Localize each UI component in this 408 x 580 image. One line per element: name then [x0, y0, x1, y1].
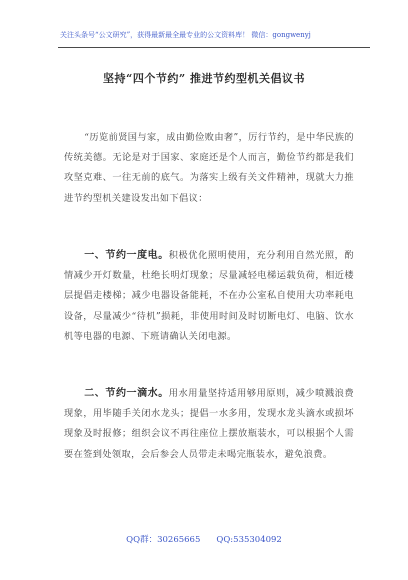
- section-2-paragraph: [64, 384, 354, 465]
- footer-contact: [0, 533, 408, 545]
- section-2-body: 用水用量坚持适用够用原则，减少喷溅浪费现象，用毕随手关闭水龙头；提倡一水多用，发现水龙头滴水或损坏现象及时报修；组织会议不再往座位上摆放瓶装水，可以根据个人需要在签到处领取，会后参会人员带走未喝完瓶装水，避免浪费。: [64, 388, 354, 460]
- footer-qq-group: QQ群：30265665: [126, 535, 201, 545]
- header-promo-text: 关注头条号“公文研究”，获得最新最全最专业的公文资料库！ 微信：gongwenyj: [60, 31, 311, 39]
- header-divider: [58, 47, 370, 48]
- document-title: 坚持“四个节约” 推进节约型机关倡议书: [103, 72, 305, 85]
- section-1-paragraph: [64, 246, 354, 347]
- section-1-heading: 一、节约一度电。: [84, 250, 169, 261]
- intro-paragraph: “历览前贤国与家，成由勤俭败由奢”，厉行节约，是中华民族的传统美德。无论是对于国家、家庭还是个人而言，勤俭节约都是我们攻坚克难、一往无前的底气。为落实上级有关文件精神，现就大力推进节约型机关建设发出如下倡议：: [64, 132, 354, 204]
- footer-qq: QQ:535304092: [216, 535, 282, 545]
- section-1-body: 积极优化照明使用，充分利用自然光照，酌情减少开灯数量，杜绝长明灯现象；尽量减轻电梯运载负荷，相近楼层提倡走楼梯；减少电器设备能耗，不在办公室私自使用大功率耗电设备，尽量减少“待机”损耗，非使用时间及时切断电灯、电脑、饮水机等电器的电源、下班请确认关闭电源。: [64, 250, 354, 342]
- section-2-heading: 二、节约一滴水。: [84, 388, 169, 399]
